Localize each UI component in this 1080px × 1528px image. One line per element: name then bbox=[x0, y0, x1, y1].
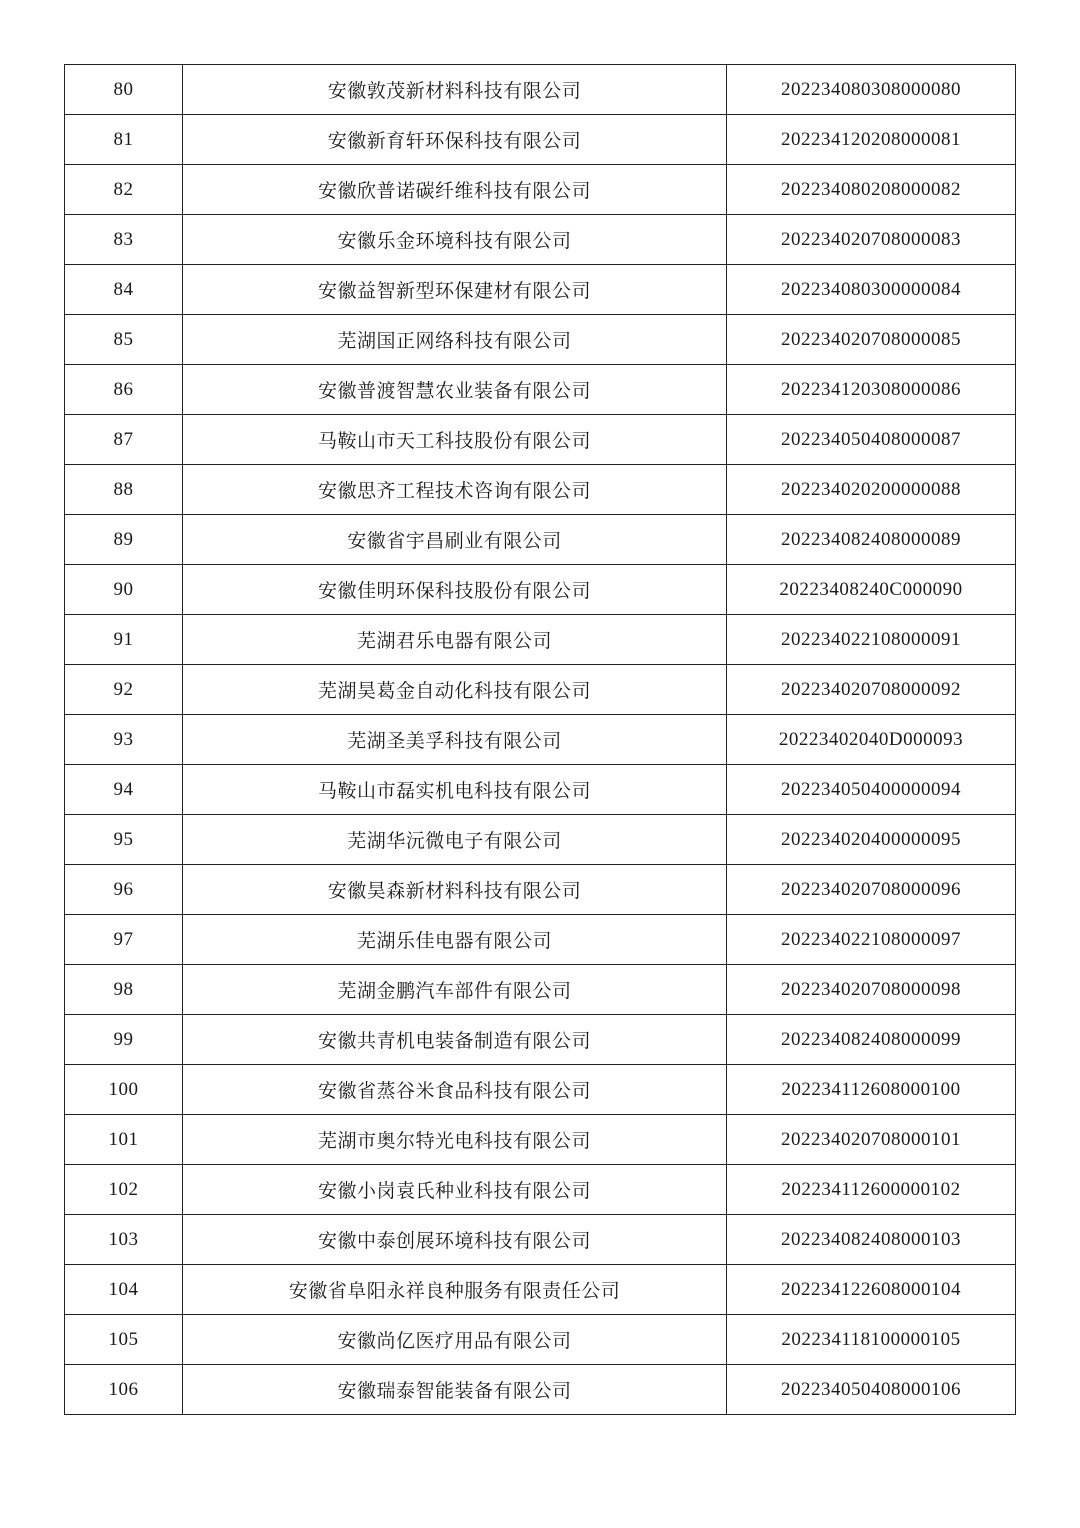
registration-code-cell: 202234050408000106 bbox=[727, 1365, 1016, 1415]
registration-code-cell: 202234122608000104 bbox=[727, 1265, 1016, 1315]
row-number-cell: 95 bbox=[65, 815, 183, 865]
row-number-cell: 80 bbox=[65, 65, 183, 115]
table-row bbox=[65, 1115, 1016, 1165]
company-name-cell: 安徽新育轩环保科技有限公司 bbox=[183, 115, 727, 165]
row-number-cell: 93 bbox=[65, 715, 183, 765]
table-row bbox=[65, 815, 1016, 865]
registration-code-cell: 202234020708000098 bbox=[727, 965, 1016, 1015]
row-number-cell: 82 bbox=[65, 165, 183, 215]
registration-code-cell: 202234022108000097 bbox=[727, 915, 1016, 965]
company-name-cell: 芜湖国正网络科技有限公司 bbox=[183, 315, 727, 365]
table-row bbox=[65, 65, 1016, 115]
table-row bbox=[65, 1315, 1016, 1365]
company-name-cell: 安徽敦茂新材料科技有限公司 bbox=[183, 65, 727, 115]
row-number-cell: 98 bbox=[65, 965, 183, 1015]
table-row bbox=[65, 315, 1016, 365]
registration-code-cell: 202234082408000089 bbox=[727, 515, 1016, 565]
company-name-cell: 安徽佳明环保科技股份有限公司 bbox=[183, 565, 727, 615]
company-name-cell: 安徽尚亿医疗用品有限公司 bbox=[183, 1315, 727, 1365]
row-number-cell: 91 bbox=[65, 615, 183, 665]
company-name-cell: 芜湖昊葛金自动化科技有限公司 bbox=[183, 665, 727, 715]
registration-code-cell: 202234120308000086 bbox=[727, 365, 1016, 415]
row-number-cell: 100 bbox=[65, 1065, 183, 1115]
company-name-cell: 芜湖金鹏汽车部件有限公司 bbox=[183, 965, 727, 1015]
row-number-cell: 94 bbox=[65, 765, 183, 815]
company-name-cell: 安徽思齐工程技术咨询有限公司 bbox=[183, 465, 727, 515]
registration-code-cell: 202234080208000082 bbox=[727, 165, 1016, 215]
row-number-cell: 101 bbox=[65, 1115, 183, 1165]
table-row bbox=[65, 1365, 1016, 1415]
registration-code-cell: 202234118100000105 bbox=[727, 1315, 1016, 1365]
registration-code-cell: 202234020708000085 bbox=[727, 315, 1016, 365]
company-name-cell: 安徽中泰创展环境科技有限公司 bbox=[183, 1215, 727, 1265]
table-row bbox=[65, 915, 1016, 965]
table-row bbox=[65, 1215, 1016, 1265]
registration-code-cell: 202234082408000099 bbox=[727, 1015, 1016, 1065]
registration-code-cell: 202234080300000084 bbox=[727, 265, 1016, 315]
table-row bbox=[65, 615, 1016, 665]
registry-table-body bbox=[65, 65, 1016, 1415]
company-name-cell: 芜湖君乐电器有限公司 bbox=[183, 615, 727, 665]
registration-code-cell: 202234020708000101 bbox=[727, 1115, 1016, 1165]
table-row bbox=[65, 465, 1016, 515]
row-number-cell: 87 bbox=[65, 415, 183, 465]
registration-code-cell: 202234020708000096 bbox=[727, 865, 1016, 915]
company-name-cell: 安徽省阜阳永祥良种服务有限责任公司 bbox=[183, 1265, 727, 1315]
row-number-cell: 85 bbox=[65, 315, 183, 365]
company-name-cell: 安徽乐金环境科技有限公司 bbox=[183, 215, 727, 265]
company-name-cell: 安徽小岗袁氏种业科技有限公司 bbox=[183, 1165, 727, 1215]
table-row bbox=[65, 565, 1016, 615]
row-number-cell: 88 bbox=[65, 465, 183, 515]
registration-code-cell: 202234020200000088 bbox=[727, 465, 1016, 515]
row-number-cell: 105 bbox=[65, 1315, 183, 1365]
registration-code-cell: 20223408240C000090 bbox=[727, 565, 1016, 615]
company-name-cell: 安徽共青机电装备制造有限公司 bbox=[183, 1015, 727, 1065]
company-name-cell: 芜湖华沅微电子有限公司 bbox=[183, 815, 727, 865]
company-name-cell: 安徽省宇昌刷业有限公司 bbox=[183, 515, 727, 565]
company-registry-table bbox=[64, 64, 1016, 1415]
table-row bbox=[65, 365, 1016, 415]
row-number-cell: 81 bbox=[65, 115, 183, 165]
registration-code-cell: 202234120208000081 bbox=[727, 115, 1016, 165]
table-row bbox=[65, 1265, 1016, 1315]
registration-code-cell: 202234112600000102 bbox=[727, 1165, 1016, 1215]
row-number-cell: 86 bbox=[65, 365, 183, 415]
row-number-cell: 90 bbox=[65, 565, 183, 615]
company-name-cell: 芜湖市奥尔特光电科技有限公司 bbox=[183, 1115, 727, 1165]
table-row bbox=[65, 265, 1016, 315]
table-row bbox=[65, 715, 1016, 765]
registration-code-cell: 202234050400000094 bbox=[727, 765, 1016, 815]
registration-code-cell: 202234080308000080 bbox=[727, 65, 1016, 115]
table-row bbox=[65, 965, 1016, 1015]
company-name-cell: 安徽欣普诺碳纤维科技有限公司 bbox=[183, 165, 727, 215]
row-number-cell: 96 bbox=[65, 865, 183, 915]
registration-code-cell: 202234020400000095 bbox=[727, 815, 1016, 865]
row-number-cell: 83 bbox=[65, 215, 183, 265]
row-number-cell: 102 bbox=[65, 1165, 183, 1215]
table-row bbox=[65, 415, 1016, 465]
registration-code-cell: 20223402040D000093 bbox=[727, 715, 1016, 765]
row-number-cell: 89 bbox=[65, 515, 183, 565]
registration-code-cell: 202234082408000103 bbox=[727, 1215, 1016, 1265]
company-name-cell: 安徽昊森新材料科技有限公司 bbox=[183, 865, 727, 915]
company-name-cell: 安徽瑞泰智能装备有限公司 bbox=[183, 1365, 727, 1415]
row-number-cell: 106 bbox=[65, 1365, 183, 1415]
row-number-cell: 97 bbox=[65, 915, 183, 965]
table-row bbox=[65, 1015, 1016, 1065]
registration-code-cell: 202234020708000092 bbox=[727, 665, 1016, 715]
table-row bbox=[65, 115, 1016, 165]
row-number-cell: 92 bbox=[65, 665, 183, 715]
row-number-cell: 103 bbox=[65, 1215, 183, 1265]
company-name-cell: 马鞍山市磊实机电科技有限公司 bbox=[183, 765, 727, 815]
company-name-cell: 马鞍山市天工科技股份有限公司 bbox=[183, 415, 727, 465]
company-name-cell: 芜湖乐佳电器有限公司 bbox=[183, 915, 727, 965]
company-name-cell: 安徽省蒸谷米食品科技有限公司 bbox=[183, 1065, 727, 1115]
company-name-cell: 芜湖圣美孚科技有限公司 bbox=[183, 715, 727, 765]
table-row bbox=[65, 1165, 1016, 1215]
company-name-cell: 安徽普渡智慧农业装备有限公司 bbox=[183, 365, 727, 415]
row-number-cell: 84 bbox=[65, 265, 183, 315]
table-row bbox=[65, 765, 1016, 815]
table-row bbox=[65, 515, 1016, 565]
row-number-cell: 99 bbox=[65, 1015, 183, 1065]
table-row bbox=[65, 1065, 1016, 1115]
registration-code-cell: 202234050408000087 bbox=[727, 415, 1016, 465]
registration-code-cell: 202234022108000091 bbox=[727, 615, 1016, 665]
company-name-cell: 安徽益智新型环保建材有限公司 bbox=[183, 265, 727, 315]
row-number-cell: 104 bbox=[65, 1265, 183, 1315]
table-row bbox=[65, 665, 1016, 715]
registration-code-cell: 202234112608000100 bbox=[727, 1065, 1016, 1115]
table-row bbox=[65, 215, 1016, 265]
table-row bbox=[65, 865, 1016, 915]
table-row bbox=[65, 165, 1016, 215]
registration-code-cell: 202234020708000083 bbox=[727, 215, 1016, 265]
